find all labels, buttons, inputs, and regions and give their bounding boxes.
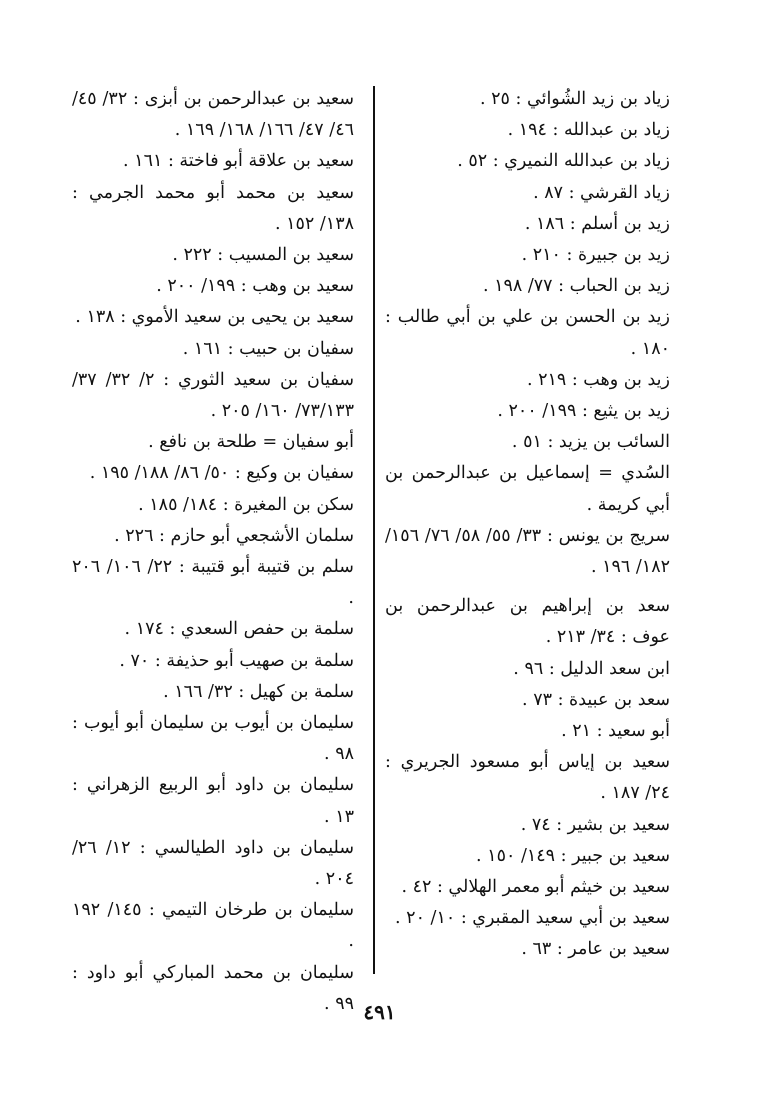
index-entry: سفيان بن سعيد الثوري : ٢/ ٣٢/ ٣٧/ ٧٣/١٣٣/ ١٦٠/ ٢٠٥ .: [72, 369, 354, 422]
index-entry: زياد بن عبدالله : ١٩٤ .: [507, 120, 670, 141]
index-entry: زياد بن زيد الشُوائي : ٢٥ .: [480, 89, 670, 109]
index-entry: سعيد بن محمد أبو محمد الجرمي : ١٣٨/ ١٥٢ .: [72, 182, 354, 234]
index-entry: زيد بن يثيع : ١٩٩/ ٢٠٠ .: [497, 401, 670, 422]
index-entry: زيد بن الحباب : ٧٧/ ١٩٨ .: [482, 276, 670, 297]
index-entry: سلمة بن كهيل : ٣٢/ ١٦٦ .: [163, 681, 354, 702]
index-entry: سعيد بن عامر : ٦٣ .: [521, 939, 670, 960]
index-entry: سريج بن يونس : ٣٣/ ٥٥/ ٥٨/ ٧٦/ ١٥٦/ ١٨٢/ ١٩٦ .: [385, 525, 671, 578]
index-entry: أبو سفيان = طلحة بن نافع .: [148, 432, 354, 453]
index-entry: سليمان بن طرخان التيمي : ١٤٥/ ١٩٢ .: [72, 900, 354, 952]
index-entry: زيد بن أسلم : ١٨٦ .: [524, 213, 670, 234]
index-entry: سعيد بن المسيب : ٢٢٢ .: [172, 245, 354, 266]
index-entry: سليمان بن أيوب بن سليمان أبو أيوب : ٩٨ .: [72, 713, 354, 765]
index-entry: سليمان بن داود الطيالسي : ١٢/ ٢٦/ ٢٠٤ .: [72, 837, 354, 890]
index-entry: سكن بن المغيرة : ١٨٤/ ١٨٥ .: [138, 494, 354, 515]
left-column: [72, 84, 354, 1020]
column-divider: [373, 86, 375, 974]
right-column: [385, 84, 670, 966]
index-entry: سعيد بن وهب : ١٩٩/ ٢٠٠ .: [156, 276, 354, 297]
index-entry: سعيد بن إياس أبو مسعود الجريري : ٢٤/ ١٨٧ .: [385, 752, 670, 804]
index-entry: سعد بن إبراهيم بن عبدالرحمن بن عوف : ٣٤/ ٢١٣ .: [385, 596, 670, 648]
index-entry: زياد بن عبدالله النميري : ٥٢ .: [457, 151, 670, 172]
index-entry: زيد بن جبيرة : ٢١٠ .: [521, 245, 670, 266]
index-entry: زيد بن الحسن بن علي بن أبي طالب : ١٨٠ .: [385, 307, 670, 359]
index-entry: سعيد بن أبي سعيد المقبري : ١٠/ ٢٠ .: [395, 908, 670, 929]
index-entry: سعيد بن جبير : ١٤٩/ ١٥٠ .: [476, 845, 670, 866]
index-entry: سفيان بن حبيب : ١٦١ .: [182, 338, 354, 359]
index-entry: سلم بن قتيبة أبو قتيبة : ٢٢/ ١٠٦/ ٢٠٦ .: [72, 557, 354, 609]
index-entry: سعيد بن عبدالرحمن بن أبزى : ٣٢/ ٤٥/ ٤٦/ ٤٧/ ١٦٦/ ١٦٨/ ١٦٩ .: [72, 89, 354, 141]
index-entry: زياد القرشي : ٨٧ .: [533, 182, 670, 203]
index-entry: سعيد بن يحيى بن سعيد الأموي : ١٣٨ .: [75, 307, 354, 328]
index-entry: أبو سعيد : ٢١ .: [561, 721, 670, 742]
index-entry: سليمان بن داود أبو الربيع الزهراني : ١٣ .: [72, 775, 354, 827]
index-entry: سعد بن عبيدة : ٧٣ .: [522, 689, 670, 710]
index-entry: السائب بن يزيد : ٥١ .: [511, 432, 670, 453]
index-entry: زيد بن وهب : ٢١٩ .: [526, 369, 670, 390]
index-entry: السُدي = إسماعيل بن عبدالرحمن بن أبي كريمة .: [385, 463, 670, 515]
page-number: ٤٩١: [363, 1000, 396, 1024]
index-entry: سعيد بن بشير : ٧٤ .: [520, 814, 670, 835]
index-entry: سفيان بن وكيع : ٥٠/ ٨٦/ ١٨٨/ ١٩٥ .: [89, 463, 354, 484]
index-entry: ابن سعد الدليل : ٩٦ .: [513, 658, 670, 679]
index-entry: سليمان بن محمد المباركي أبو داود : ٩٩ .: [72, 962, 354, 1014]
index-entry: سلمة بن حفص السعدي : ١٧٤ .: [124, 619, 354, 640]
index-entry: سعيد بن علاقة أبو فاختة : ١٦١ .: [123, 151, 354, 172]
index-entry: سعيد بن خيثم أبو معمر الهلالي : ٤٢ .: [401, 877, 670, 898]
index-entry: سلمة بن صهيب أبو حذيفة : ٧٠ .: [119, 650, 354, 671]
index-entry: سلمان الأشجعي أبو حازم : ٢٢٦ .: [114, 525, 354, 546]
